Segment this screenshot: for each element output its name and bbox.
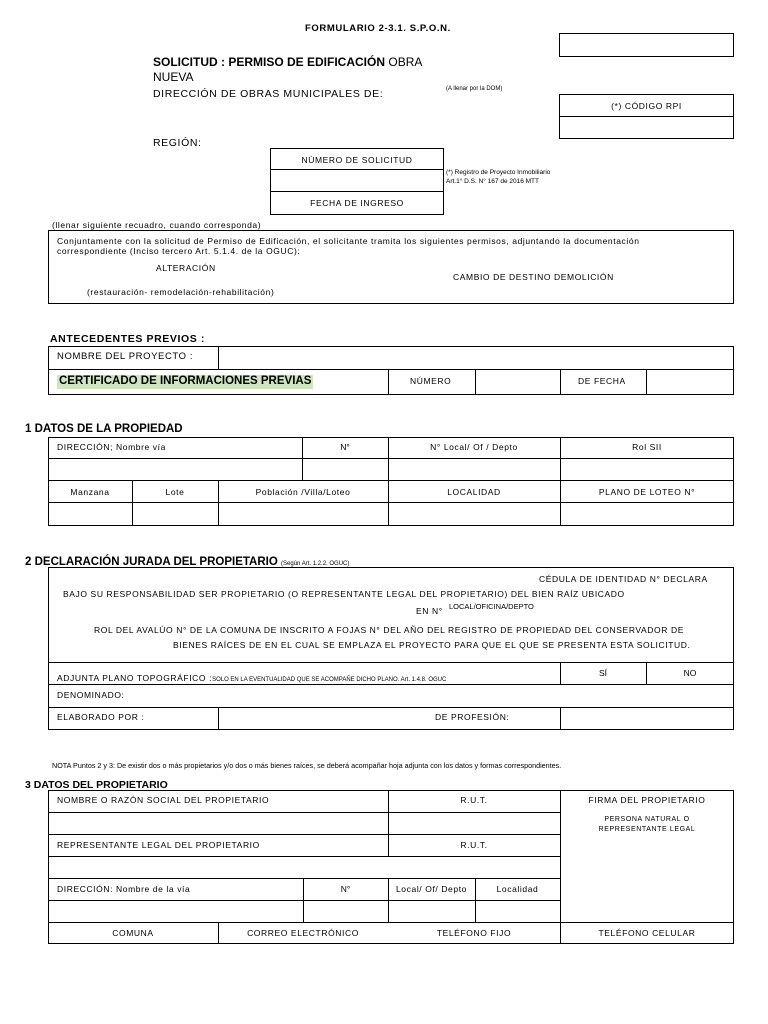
- divider: [271, 169, 443, 170]
- lote-field[interactable]: [133, 503, 217, 524]
- localidad-label: LOCALIDAD: [447, 487, 501, 497]
- certificado-label: CERTIFICADO DE INFORMACIONES PREVIAS: [59, 375, 312, 387]
- alteracion-label: ALTERACIÓN: [156, 263, 216, 273]
- direccion-label: DIRECCIÓN; Nombre vía: [57, 442, 166, 452]
- rpi-note: (*) Registro de Proyecto Inmobiliario: [446, 169, 551, 176]
- rol-avaluo-text: ROL DEL AVALÚO N° DE LA COMUNA DE INSCRITO A FOJAS N° DEL AÑO DEL REGISTRO DE PROPIEDAD DEL CONSERVADOR DE: [94, 625, 684, 635]
- llenar-dom-note: (A llenar por la DOM): [446, 86, 503, 92]
- rut-representante-field[interactable]: [389, 857, 559, 877]
- cambio-label: CAMBIO DE DESTINO DEMOLICIÓN: [453, 272, 614, 282]
- local-propietario-label: Local/ Of/ Depto: [395, 884, 468, 894]
- bienes-text: BIENES RAÍCES DE EN EL CUAL SE EMPLAZA EL PROYECTO PARA QUE EL QUE SE PRESENTA ESTA SOLICITUD.: [173, 640, 691, 650]
- divider: [49, 878, 560, 879]
- divider: [560, 370, 561, 394]
- comuna-label: COMUNA: [112, 928, 154, 938]
- si-option[interactable]: SÍ: [598, 668, 608, 678]
- profesion-label: DE PROFESIÓN:: [435, 712, 510, 722]
- telefono-fijo-label: TELÉFONO FIJO: [436, 928, 512, 938]
- persona-natural-text: PERSONA NATURAL O: [604, 816, 690, 823]
- divider: [49, 922, 733, 923]
- permisos-text-2: correspondiente (Inciso tercero Art. 5.1.4. de la OGUC):: [57, 246, 301, 256]
- codigo-rpi-label: (*) CÓDIGO RPI: [611, 101, 682, 111]
- cedula-text: CÉDULA DE IDENTIDAD N° DECLARA: [539, 574, 708, 584]
- direccion-propietario-label: DIRECCIÓN: Nombre de la vía: [57, 884, 191, 894]
- rut-label: R.U.T.: [460, 795, 488, 805]
- direccion-obras-label: DIRECCIÓN DE OBRAS MUNICIPALES DE:: [153, 88, 384, 100]
- recuadro-note: (llenar siguiente recuadro, cuando corresponda): [52, 220, 262, 230]
- direccion-propietario-field[interactable]: [49, 901, 302, 921]
- representante-field[interactable]: [49, 857, 387, 877]
- fecha-field[interactable]: [647, 371, 733, 393]
- numero-label: N°: [340, 442, 350, 452]
- region-label: REGIÓN:: [153, 137, 202, 149]
- manzana-label: Manzana: [70, 487, 110, 497]
- local-propietario-field[interactable]: [389, 901, 474, 921]
- localidad-propietario-field[interactable]: [476, 901, 559, 921]
- en-text: EN N°: [416, 606, 443, 616]
- firma-label: FIRMA DEL PROPIETARIO: [588, 795, 706, 805]
- elaborado-label: ELABORADO POR :: [57, 712, 145, 722]
- divider: [560, 116, 733, 117]
- plano-loteo-label: PLANO DE LOTEO N°: [598, 487, 696, 497]
- nombre-propietario-field[interactable]: [49, 813, 387, 833]
- representante-label: REPRESENTANTE LEGAL DEL PROPIETARIO: [57, 840, 260, 850]
- numero-label: NÚMERO: [410, 376, 452, 386]
- rut-field[interactable]: [389, 813, 559, 833]
- direccion-field[interactable]: [49, 459, 301, 479]
- firma-field[interactable]: [561, 836, 733, 921]
- fecha-ingreso-label: FECHA DE INGRESO: [310, 198, 404, 208]
- poblacion-label: Población /Villa/Loteo: [255, 487, 351, 497]
- nombre-proyecto-label: NOMBRE DEL PROYECTO :: [57, 351, 194, 362]
- declaracion-title: 2 DECLARACIÓN JURADA DEL PROPIETARIO (Según Art. 1.2.2. OGUC): [25, 556, 350, 568]
- local-oficina-text: LOCAL/OFICINA/DEPTO: [449, 602, 534, 611]
- divider: [388, 370, 389, 394]
- permisos-text: Conjuntamente con la solicitud de Permiso de Edificación, el solicitante tramita los siguientes permisos, adjuntando la documentación: [57, 236, 640, 246]
- profesion-field[interactable]: [561, 708, 733, 729]
- telefono-celular-label: TELÉFONO CELULAR: [598, 928, 696, 938]
- rol-sii-label: Rol SII: [632, 442, 662, 452]
- rol-sii-field[interactable]: [561, 459, 733, 479]
- divider: [49, 480, 733, 481]
- localidad-field[interactable]: [389, 503, 559, 524]
- manzana-field[interactable]: [49, 503, 131, 524]
- numero-field[interactable]: [476, 371, 559, 393]
- divider: [271, 191, 443, 192]
- bajo-text: BAJO SU RESPONSABILIDAD SER PROPIETARIO (O REPRESENTANTE LEGAL DEL PROPIETARIO) DEL BIEN RAÍZ UBICADO: [63, 589, 625, 599]
- divider: [49, 834, 560, 835]
- numero-field[interactable]: [303, 459, 387, 479]
- divider: [49, 662, 733, 663]
- propiedad-title: 1 DATOS DE LA PROPIEDAD: [25, 423, 183, 435]
- local-field[interactable]: [389, 459, 559, 479]
- representante-legal-text: REPRESENTANTE LEGAL: [598, 826, 696, 833]
- localidad-propietario-label: Localidad: [496, 884, 539, 894]
- denominado-field[interactable]: [140, 685, 732, 706]
- poblacion-field[interactable]: [219, 503, 387, 524]
- nombre-propietario-label: NOMBRE O RAZÓN SOCIAL DEL PROPIETARIO: [57, 795, 270, 805]
- rpi-note-2: Art.1° D.S. N° 167 de 2016 MTT: [446, 178, 539, 185]
- form-title-cont: NUEVA: [153, 70, 194, 84]
- nota-text: NOTA Puntos 2 y 3: De existir dos o más propietarios y/o dos o más bienes raíces, se deberá acompañar hoja adjunta con los datos y formas correspondientes.: [52, 761, 562, 770]
- elaborado-field[interactable]: [219, 708, 419, 729]
- rut-representante-label: R.U.T.: [460, 840, 488, 850]
- denominado-label: DENOMINADO:: [57, 690, 125, 700]
- local-label: N° Local/ Of / Depto: [430, 442, 518, 452]
- de-fecha-label: DE FECHA: [578, 376, 626, 386]
- no-option[interactable]: NO: [683, 668, 697, 678]
- propietario-title: 3 DATOS DEL PROPIETARIO: [25, 779, 168, 791]
- form-code: FORMULARIO 2-3.1. S.P.O.N.: [305, 23, 451, 34]
- adjunta-plano: ADJUNTA PLANO TOPOGRÁFICO :SOLO EN LA EVENTUALIDAD QUE SE ACOMPAÑE DICHO PLANO. Art. 1.4.8. OGUC: [57, 673, 447, 683]
- numero-solicitud-label: NÚMERO DE SOLICITUD: [301, 155, 413, 165]
- dom-box[interactable]: [559, 33, 734, 57]
- form-title: SOLICITUD : PERMISO DE EDIFICACIÓN OBRA: [153, 55, 423, 69]
- numero-propietario-label: N°: [340, 884, 351, 894]
- nombre-proyecto-field[interactable]: [219, 348, 732, 368]
- divider: [49, 369, 733, 370]
- correo-label: CORREO ELECTRÓNICO: [247, 928, 359, 938]
- antecedentes-title: ANTECEDENTES PREVIOS :: [50, 333, 205, 345]
- plano-loteo-field[interactable]: [561, 503, 733, 524]
- numero-propietario-field[interactable]: [304, 901, 387, 921]
- lote-label: Lote: [165, 487, 185, 497]
- restauracion-label: (restauración- remodelación-rehabilitación): [87, 287, 275, 297]
